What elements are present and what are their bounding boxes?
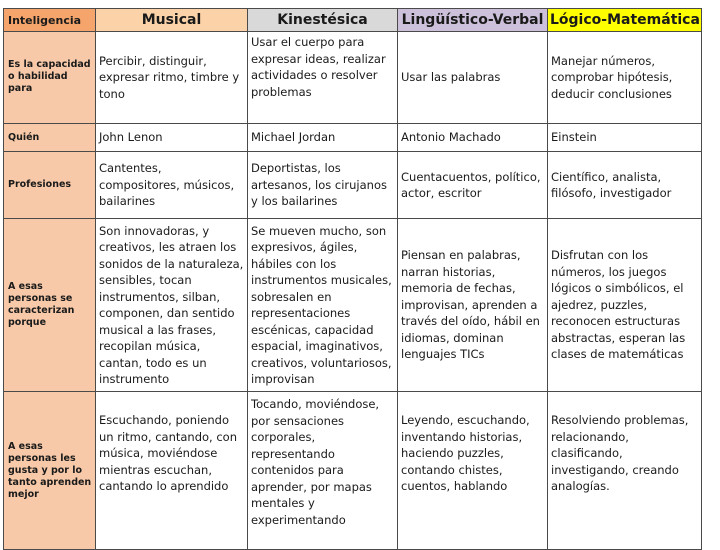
cell-logico-profesiones: Científico, analista, filósofo, investigador [548,152,702,219]
table-row [4,219,702,392]
row-label-profesiones: Profesiones [4,152,96,219]
row-label-caracterizan: A esas personas se caracterizan porque [4,219,96,392]
intelligences-table-container [3,8,702,550]
table-row [4,152,702,219]
header-logico-matematica: Lógico-Matemática [548,9,702,32]
header-musical: Musical [96,9,248,32]
row-label-aprenden: A esas personas les gusta y por lo tanto aprenden mejor [4,392,96,550]
row-label-quien: Quién [4,124,96,152]
cell-logico-capacidad: Manejar números, comprobar hipótesis, deducir conclusiones [548,32,702,124]
row-label-capacidad: Es la capacidad o habilidad para [4,32,96,124]
cell-linguistico-caracterizan: Piensan en palabras, narran historias, memoria de fechas, improvisan, aprenden a través del oído, hábil en idiomas, dominan lenguajes TICs [398,219,548,392]
cell-musical-quien: John Lenon [96,124,248,152]
header-row [4,9,702,32]
cell-kinestesica-capacidad: Usar el cuerpo para expresar ideas, realizar actividades o resolver problemas [248,32,398,124]
cell-musical-capacidad: Percibir, distinguir, expresar ritmo, timbre y tono [96,32,248,124]
header-intelligence: Inteligencia [4,9,96,32]
cell-logico-caracterizan: Disfrutan con los números, los juegos lógicos o simbólicos, el ajedrez, puzzles, reconocen estructuras abstractas, esperan las clases de matemáticas [548,219,702,392]
cell-logico-quien: Einstein [548,124,702,152]
cell-musical-aprenden: Escuchando, poniendo un ritmo, cantando, con música, moviéndose mientras escuchan, cantando lo aprendido [96,392,248,550]
cell-musical-caracterizan: Son innovadoras, y creativos, les atraen los sonidos de la naturaleza, sensibles, tocan instrumentos, silban, componen, dan sentido musical a las frases, recopilan música, cantan, todo es un instrumento [96,219,248,392]
cell-kinestesica-profesiones: Deportistas, los artesanos, los cirujanos y los bailarines [248,152,398,219]
cell-linguistico-capacidad: Usar las palabras [398,32,548,124]
cell-kinestesica-aprenden: Tocando, moviéndose, por sensaciones corporales, representando contenidos para aprender, por mapas mentales y experimentando [248,392,398,550]
table-row [4,392,702,550]
cell-logico-aprenden: Resolviendo problemas, relacionando, clasificando, investigando, creando analogías. [548,392,702,550]
cell-linguistico-aprenden: Leyendo, escuchando, inventando historias, haciendo puzzles, contando chistes, cuentos, hablando [398,392,548,550]
cell-musical-profesiones: Cantentes, compositores, músicos, bailarines [96,152,248,219]
multiple-intelligences-table [3,8,702,550]
cell-linguistico-profesiones: Cuentacuentos, político, actor, escritor [398,152,548,219]
header-kinestesica: Kinestésica [248,9,398,32]
cell-kinestesica-caracterizan: Se mueven mucho, son expresivos, ágiles, hábiles con los instrumentos musicales, sobresalen en representaciones escénicas, capacidad espacial, imaginativos, creativos, voluntariosos, improvisan [248,219,398,392]
cell-kinestesica-quien: Michael Jordan [248,124,398,152]
cell-linguistico-quien: Antonio Machado [398,124,548,152]
table-row [4,124,702,152]
table-row [4,32,702,124]
header-linguistico-verbal: Lingüístico-Verbal [398,9,548,32]
